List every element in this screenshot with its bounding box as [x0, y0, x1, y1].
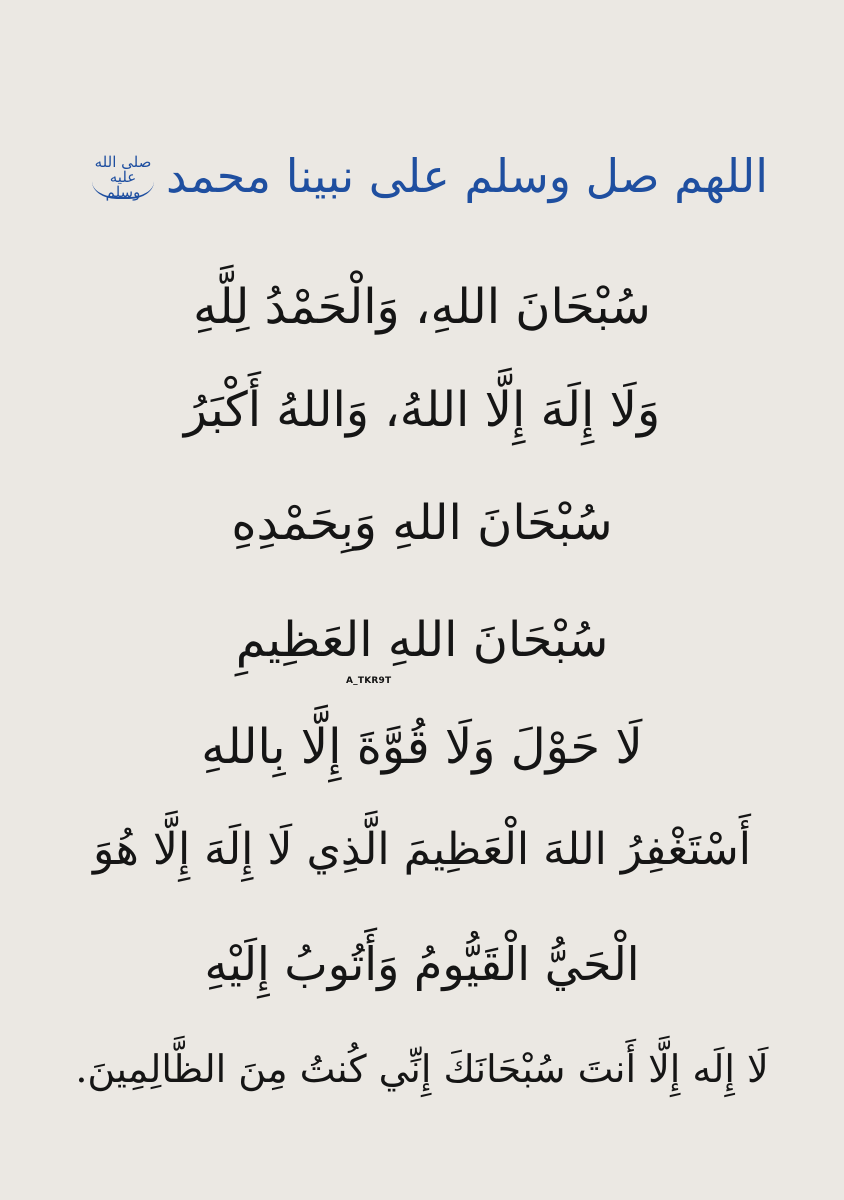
salawat-calligraphy-mark: صلى الله عليه وسلم [92, 155, 154, 199]
dhikr-line-2: وَلَا إِلَهَ إِلَّا اللهُ، وَاللهُ أَكْبَرُ [183, 382, 661, 438]
dhikr-line-3: سُبْحَانَ اللهِ وَبِحَمْدِهِ [231, 495, 613, 551]
dhikr-line-6: أَسْتَغْفِرُ اللهَ الْعَظِيمَ الَّذِي لَا إِلَهَ إِلَّا هُوَ [92, 824, 752, 875]
salawat-header [90, 132, 770, 222]
dhikr-line-5: لَا حَوْلَ وَلَا قُوَّةَ إِلَّا بِاللهِ [201, 719, 643, 775]
dhikr-line-4: سُبْحَانَ اللهِ العَظِيمِ [235, 612, 609, 668]
header-title: اللهم صل وسلم على نبينا محمد [166, 149, 768, 204]
dhikr-line-7: الْحَيُّ الْقَيُّومُ وَأَتُوبُ إِلَيْهِ [204, 937, 640, 991]
watermark: A_TKR9T [346, 676, 392, 686]
dhikr-line-8: لَا إِلَه إِلَّا أَنتَ سُبْحَانَكَ إِنِّي كُنتُ مِنَ الظَّالِمِينَ. [75, 1047, 769, 1091]
dhikr-line-1: سُبْحَانَ اللهِ، وَالْحَمْدُ لِلَّهِ [193, 279, 651, 335]
